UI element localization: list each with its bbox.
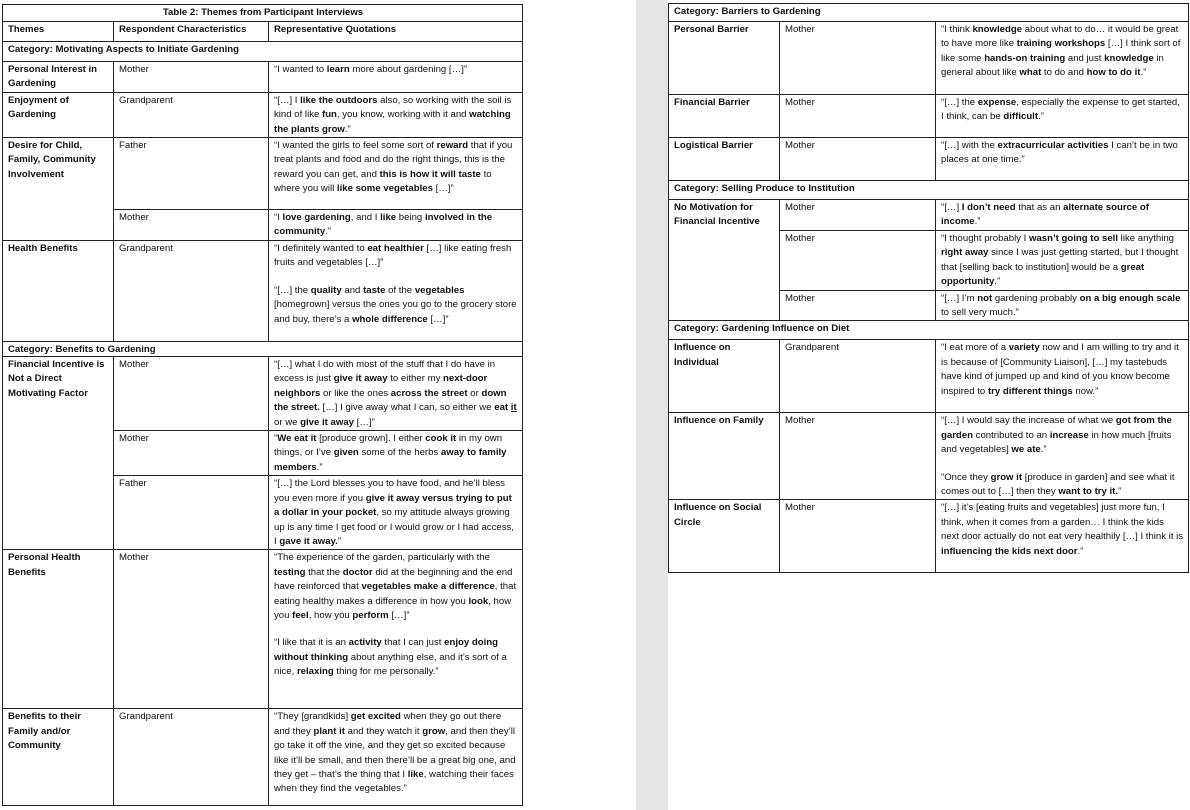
respondent-cell: Grandparent (114, 241, 269, 342)
quote-cell: “[…] the Lord blesses you to have food, and he’ll bless you even more if you give it away versus trying to put a dollar in your pocket, so my attitude always growing up is any time I get food or I would grow or I had access, I gave it away.” (269, 476, 523, 550)
header-themes: Themes (3, 22, 114, 42)
respondent-cell: Mother (780, 500, 936, 573)
quote-cell: “[…] I like the outdoors also, so working with the soil is kind of like fun, you know, working with it and watching the plants grow.” (269, 92, 523, 137)
respondent-cell: Grandparent (114, 92, 269, 137)
category-label: Category: Benefits to Gardening (3, 342, 523, 357)
theme-cell: Enjoyment of Gardening (3, 92, 114, 137)
respondent-cell: Father (114, 138, 269, 210)
quote-paragraph: “[…] the quality and taste of the vegetables [homegrown] versus the ones you go to the grocery store and buy, there’s a whole difference […]” (274, 284, 517, 325)
quote-cell: “[…] it’s [eating fruits and vegetables] just more fun, I think, when it comes from a garden… I think the kids next door actually do not eat very healthily […] I think it is influencing the kids next door.” (936, 500, 1189, 573)
quote-cell: “[…] what I do with most of the stuff that I do have in excess is just give it away to either my next-door neighbors or like the ones across the street or down the street. […] I give away what I can, so either we eat it or we give it away […]” (269, 357, 523, 431)
table-row (669, 413, 1189, 500)
quote-cell: “I wanted to learn more about gardening […]” (269, 62, 523, 93)
respondent-cell: Mother (114, 62, 269, 93)
quote-cell (269, 550, 523, 709)
quote-cell: “I think knowledge about what to do… it would be great to have more like training workshops […] I think sort of like some hands-on training and just knowledge in general about like what to do and how to do it.” (936, 22, 1189, 95)
table-header-row (3, 22, 523, 42)
respondent-cell: Mother (780, 290, 936, 321)
table-caption-row (3, 5, 523, 22)
quote-cell: “We eat it [produce grown]. I either cook it in my own things, or I’ve given some of the herbs away to family members.” (269, 431, 523, 476)
category-row (669, 4, 1189, 22)
table-row (669, 340, 1189, 413)
respondent-cell: Mother (114, 550, 269, 709)
header-quotations: Representative Quotations (269, 22, 523, 42)
table-caption: Table 2: Themes from Participant Interviews (3, 5, 523, 22)
theme-cell: Health Benefits (3, 241, 114, 342)
category-row (3, 42, 523, 62)
quote-paragraph: “The experience of the garden, particularly with the testing that the doctor did at the beginning and the end have reinforced that vegetables make a difference, that eating healthy makes a difference in how you look, how you feel, how you perform […]” (274, 552, 517, 621)
theme-cell: Benefits to their Family and/or Community (3, 709, 114, 806)
table-row (669, 22, 1189, 95)
category-label: Category: Barriers to Gardening (669, 4, 1189, 22)
table-row (669, 200, 1189, 231)
header-respondent: Respondent Characteristics (114, 22, 269, 42)
respondent-cell: Mother (780, 413, 936, 500)
category-label: Category: Motivating Aspects to Initiate Gardening (3, 42, 523, 62)
theme-cell: Influence on Social Circle (669, 500, 780, 573)
respondent-cell: Grandparent (780, 340, 936, 413)
quote-cell: “They [grandkids] get excited when they go out there and they plant it and they watch it grow, and then they’ll go take it off the vine, and they get so excited because like it’ll be small, and then there’ll be a great big one, and they get – that’s the thing that I like, watching their faces when they find the vegetables.” (269, 709, 523, 806)
table-row (669, 95, 1189, 138)
table-row (3, 62, 523, 93)
theme-cell: No Motivation for Financial Incentive (669, 200, 780, 321)
quote-cell: “I thought probably I wasn’t going to sell like anything right away since I was just getting started, but I thought that [selling back to institution] would be a great opportunity.” (936, 231, 1189, 291)
quote-cell (936, 413, 1189, 500)
page-gutter (636, 0, 668, 810)
respondent-cell: Mother (780, 200, 936, 231)
quote-cell: “I love gardening, and I like being involved in the community.” (269, 210, 523, 241)
respondent-cell: Mother (780, 22, 936, 95)
category-row (669, 181, 1189, 200)
quote-paragraph: “I like that it is an activity that I can just enjoy doing without thinking about anything else, and it’s sort of a nice, relaxing thing for me personally.” (274, 637, 507, 678)
respondent-cell: Mother (114, 357, 269, 431)
theme-cell: Influence on Individual (669, 340, 780, 413)
table-row (669, 500, 1189, 573)
themes-table-continued (668, 3, 1189, 573)
respondent-cell: Mother (780, 95, 936, 138)
category-row (669, 321, 1189, 340)
quote-cell: “[…] the expense, especially the expense to get started, I think, can be difficult.” (936, 95, 1189, 138)
respondent-cell: Mother (780, 138, 936, 181)
respondent-cell: Mother (780, 231, 936, 291)
quote-cell: “[…] I’m not gardening probably on a big enough scale to sell very much.” (936, 290, 1189, 321)
quote-cell (269, 241, 523, 342)
table-row (3, 138, 523, 210)
table-row (3, 550, 523, 709)
theme-cell: Personal Health Benefits (3, 550, 114, 709)
table-row (3, 241, 523, 342)
quote-paragraph: “[…] I would say the increase of what we got from the garden contributed to an increase in how much [fruits and vegetables] we ate.” (941, 415, 1172, 456)
category-row (3, 342, 523, 357)
theme-cell: Financial Barrier (669, 95, 780, 138)
category-label: Category: Gardening Influence on Diet (669, 321, 1189, 340)
respondent-cell: Mother (114, 431, 269, 476)
quote-paragraph: “I definitely wanted to eat healthier […] like eating fresh fruits and vegetables […]” (274, 243, 512, 269)
theme-cell: Financial Incentive is Not a Direct Motivating Factor (3, 357, 114, 550)
theme-cell: Influence on Family (669, 413, 780, 500)
quote-cell: “[…] with the extracurricular activities I can’t be in two places at one time.” (936, 138, 1189, 181)
table-row (3, 709, 523, 806)
quote-cell: “I eat more of a variety now and I am willing to try and it is because of [Community Liaison], […] my tastebuds have kind of jumped up and kind of you know become inspired to try different things now.” (936, 340, 1189, 413)
theme-cell: Personal Interest in Gardening (3, 62, 114, 93)
theme-cell: Logistical Barrier (669, 138, 780, 181)
themes-table (2, 4, 523, 806)
theme-cell: Personal Barrier (669, 22, 780, 95)
quote-cell: “I wanted the girls to feel some sort of reward that if you treat plants and food and do the right things, this is the reward you can get, and this is how it will taste to where you will like some vegetables […]” (269, 138, 523, 210)
document-page-right (668, 0, 1190, 810)
quote-cell: “[…] I don’t need that as an alternate source of income.” (936, 200, 1189, 231)
respondent-cell: Grandparent (114, 709, 269, 806)
table-row (3, 357, 523, 431)
table-row (3, 92, 523, 137)
respondent-cell: Father (114, 476, 269, 550)
respondent-cell: Mother (114, 210, 269, 241)
quote-paragraph: “Once they grow it [produce in garden] and see what it comes out to […] then they want to try it.” (941, 471, 1175, 498)
theme-cell: Desire for Child, Family, Community Involvement (3, 138, 114, 241)
category-label: Category: Selling Produce to Institution (669, 181, 1189, 200)
table-row (669, 138, 1189, 181)
